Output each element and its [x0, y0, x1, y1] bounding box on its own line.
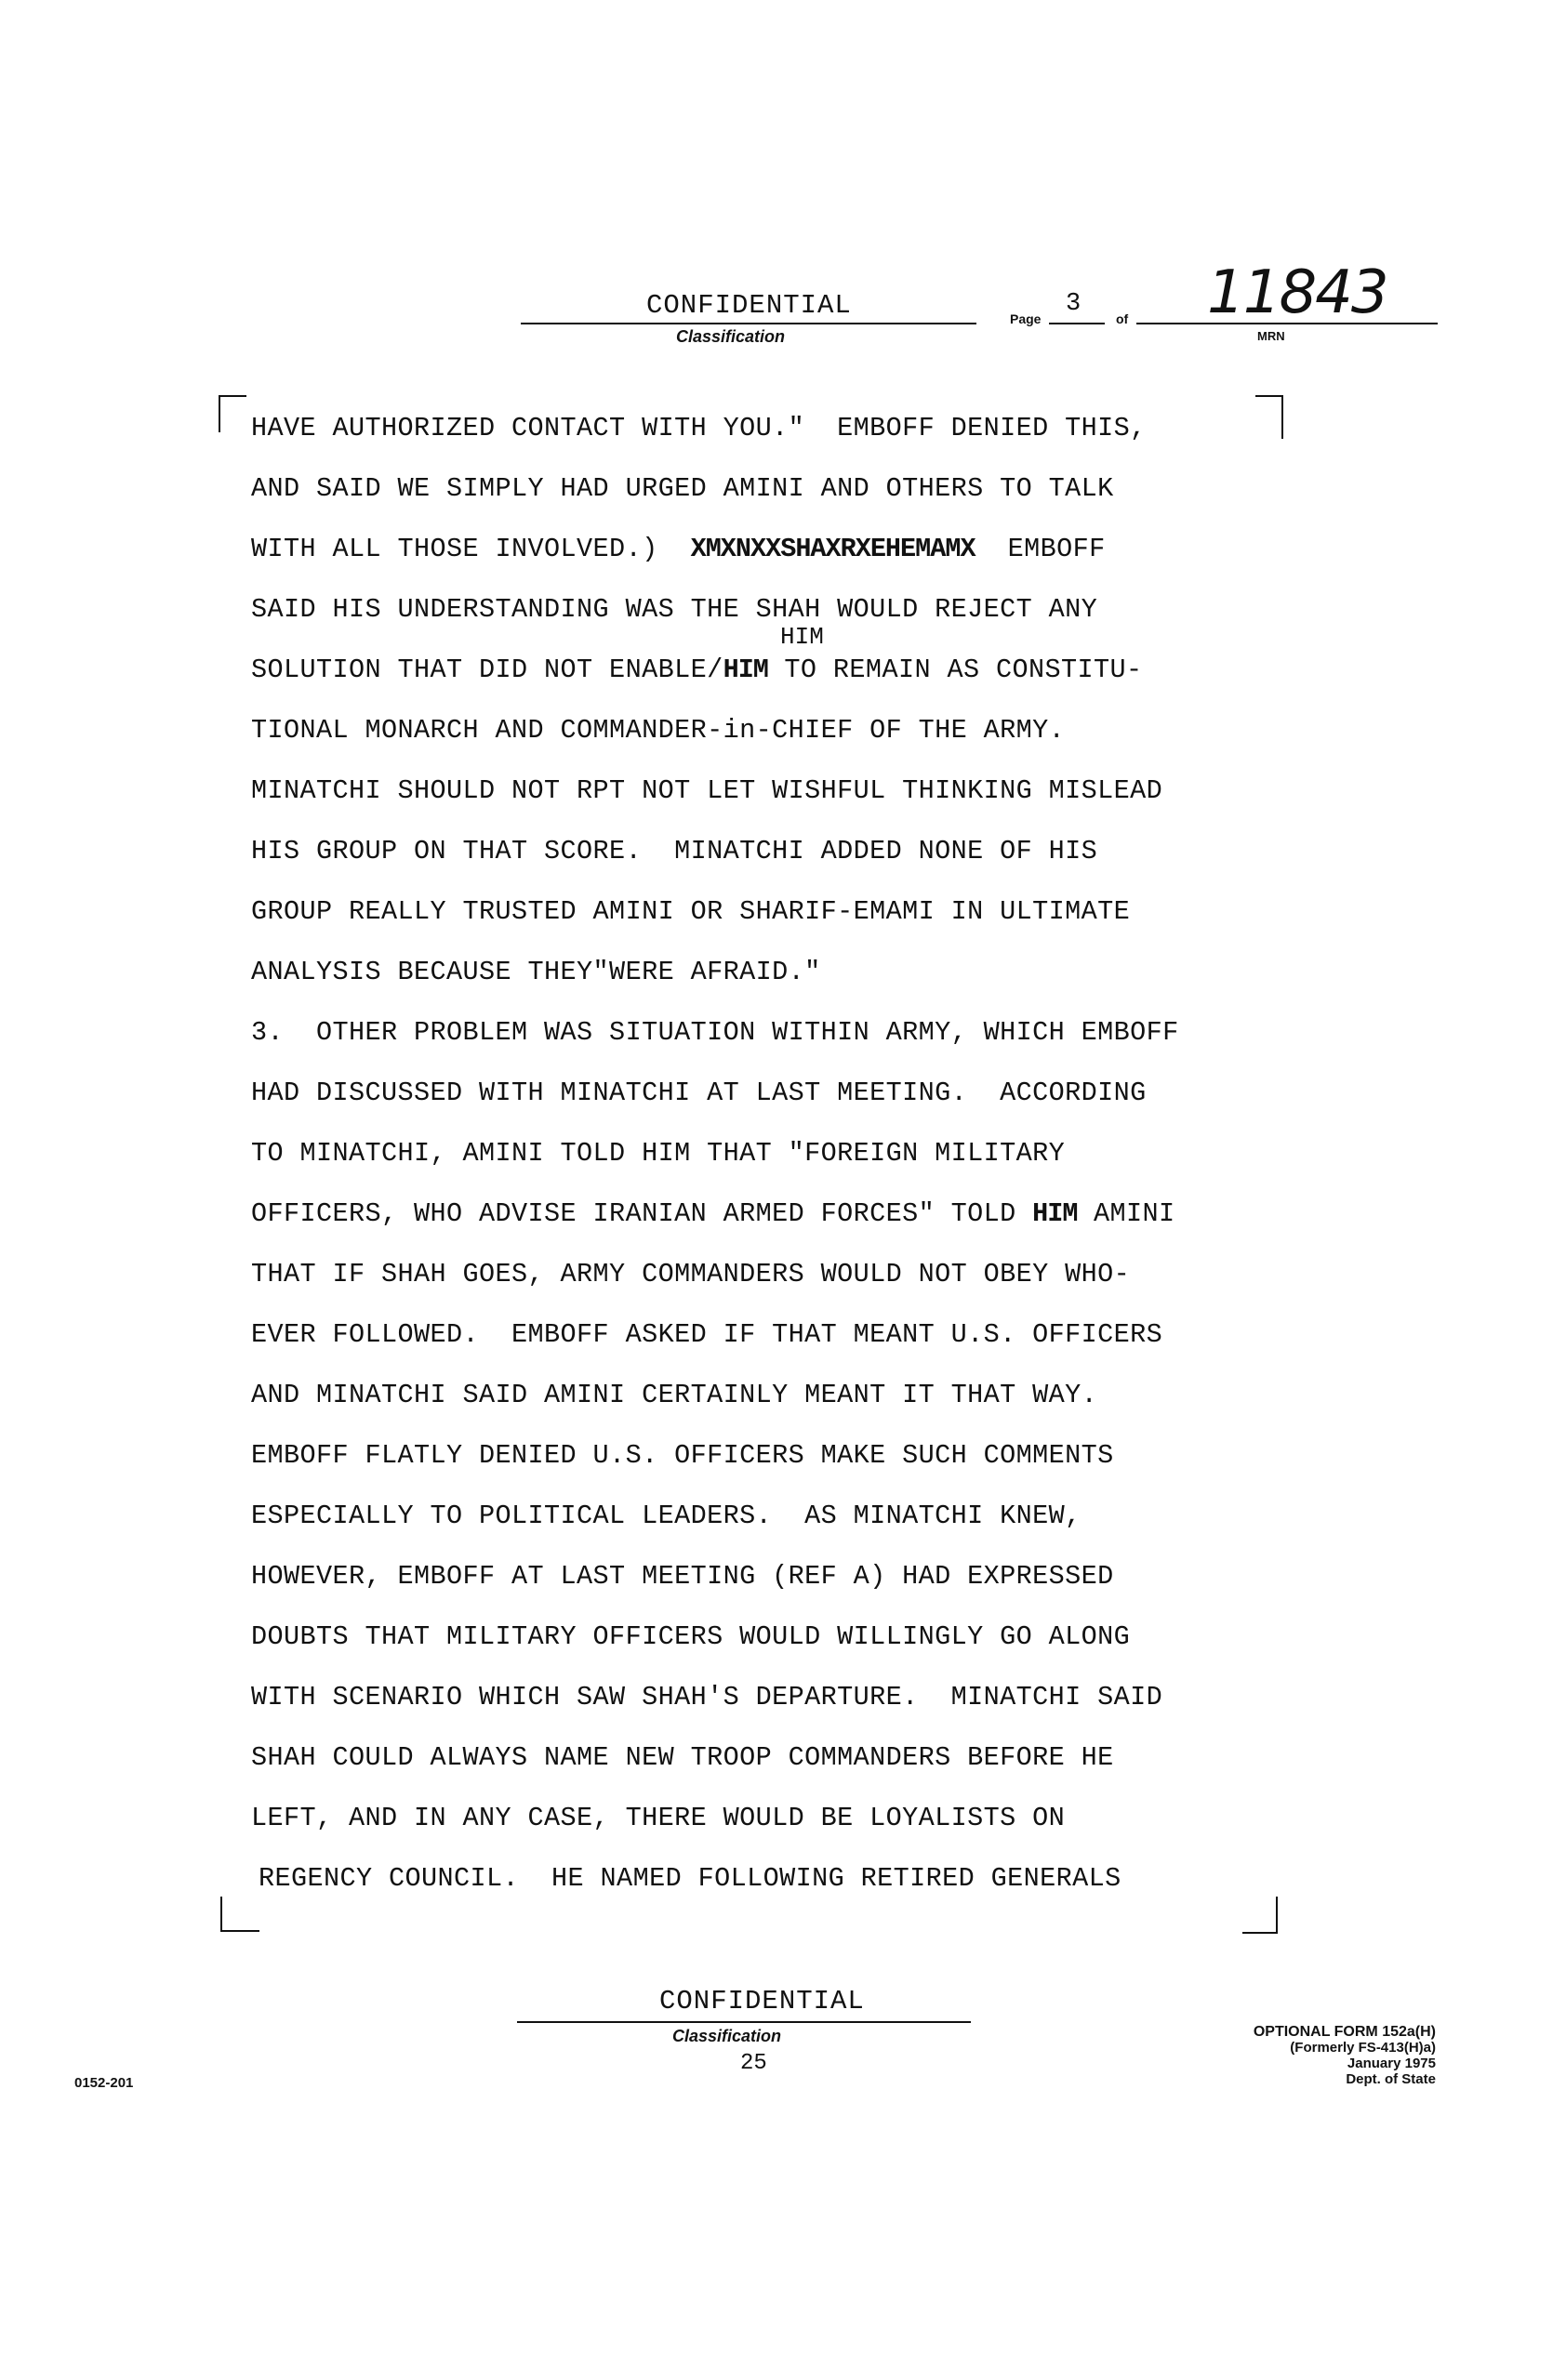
form-line-4: Dept. of State: [1346, 2071, 1436, 2087]
body-line-14-text: OFFICERS, WHO ADVISE IRANIAN ARMED FORCES" TOLD: [251, 1198, 1016, 1229]
page-label: Page: [1010, 311, 1042, 326]
body-line-11: 3. OTHER PROBLEM WAS SITUATION WITHIN ARMY, WHICH EMBOFF: [251, 1017, 1179, 1048]
body-line-12: HAD DISCUSSED WITH MINATCHI AT LAST MEETING. ACCORDING: [251, 1078, 1147, 1108]
body-line-1: HAVE AUTHORIZED CONTACT WITH YOU." EMBOFF DENIED THIS,: [251, 413, 1147, 443]
form-line-3: January 1975: [1347, 2056, 1436, 2071]
body-line-22: WITH SCENARIO WHICH SAW SHAH'S DEPARTURE. MINATCHI SAID: [251, 1682, 1163, 1712]
body-line-14-tail: AMINI: [1093, 1198, 1175, 1229]
body-line-5: [251, 654, 1142, 685]
footer-classification-label: Classification: [672, 2027, 782, 2045]
body-line-15: THAT IF SHAH GOES, ARMY COMMANDERS WOULD NOT OBEY WHO-: [251, 1259, 1131, 1289]
header-classification: CONFIDENTIAL: [646, 290, 852, 321]
body-line-5-tail: TO REMAIN AS CONSTITU-: [784, 654, 1143, 685]
body-line-14: [251, 1198, 1175, 1229]
struck-out-text: XMXNXXSHAXRXEHEMAMX: [690, 534, 975, 564]
struck-out-word: HIM: [723, 654, 768, 685]
body-line-6: TIONAL MONARCH AND COMMANDER-in-CHIEF OF THE ARMY.: [251, 715, 1066, 746]
body-line-18: EMBOFF FLATLY DENIED U.S. OFFICERS MAKE SUCH COMMENTS: [251, 1440, 1114, 1471]
typed-insertion-him: HIM: [780, 623, 824, 651]
body-line-3-text: WITH ALL THOSE INVOLVED.): [251, 534, 658, 564]
body-line-21: DOUBTS THAT MILITARY OFFICERS WOULD WILLINGLY GO ALONG: [251, 1621, 1131, 1652]
header-classification-label: Classification: [676, 327, 786, 346]
corner-bracket-bottom-right: [1242, 1897, 1278, 1934]
corner-bracket-bottom-left: [220, 1897, 259, 1932]
body-line-23: SHAH COULD ALWAYS NAME NEW TROOP COMMANDERS BEFORE HE: [251, 1742, 1114, 1773]
optional-form-block: [1254, 2024, 1436, 2087]
mrn-label: MRN: [1257, 329, 1285, 343]
body-line-17: AND MINATCHI SAID AMINI CERTAINLY MEANT IT THAT WAY.: [251, 1380, 1098, 1410]
page-number-rule: [1049, 323, 1105, 324]
footer-classification-rule: [517, 2021, 971, 2023]
body-line-20: HOWEVER, EMBOFF AT LAST MEETING (REF A) HAD EXPRESSED: [251, 1561, 1114, 1592]
header-classification-rule: [521, 323, 976, 324]
page-number: 3: [1066, 290, 1082, 318]
body-line-7: MINATCHI SHOULD NOT RPT NOT LET WISHFUL THINKING MISLEAD: [251, 775, 1163, 806]
corner-bracket-top-left: [219, 395, 246, 432]
form-line-2: (Formerly FS-413(H)a): [1290, 2040, 1436, 2056]
footer-page-number: 25: [740, 2051, 767, 2076]
form-code-left: 0152-201: [74, 2075, 134, 2091]
body-line-9: GROUP REALLY TRUSTED AMINI OR SHARIF-EMAMI IN ULTIMATE: [251, 896, 1131, 927]
body-line-3-tail: EMBOFF: [1007, 534, 1106, 564]
body-line-4: SAID HIS UNDERSTANDING WAS THE SHAH WOULD REJECT ANY: [251, 594, 1098, 625]
body-line-5-text: SOLUTION THAT DID NOT ENABLE/: [251, 654, 723, 685]
footer-classification: CONFIDENTIAL: [659, 1986, 865, 2016]
body-line-16: EVER FOLLOWED. EMBOFF ASKED IF THAT MEANT U.S. OFFICERS: [251, 1319, 1163, 1350]
body-line-3: [251, 534, 1106, 564]
body-line-24: LEFT, AND IN ANY CASE, THERE WOULD BE LOYALISTS ON: [251, 1803, 1066, 1833]
body-line-25: REGENCY COUNCIL. HE NAMED FOLLOWING RETIRED GENERALS: [259, 1863, 1121, 1894]
body-line-19: ESPECIALLY TO POLITICAL LEADERS. AS MINATCHI KNEW,: [251, 1501, 1082, 1531]
mrn-number-handwritten: 11843: [1207, 258, 1387, 327]
corner-bracket-top-right: [1255, 395, 1283, 439]
struck-out-word-2: HIM: [1032, 1198, 1078, 1229]
of-label: of: [1116, 311, 1129, 326]
body-line-2: AND SAID WE SIMPLY HAD URGED AMINI AND OTHERS TO TALK: [251, 473, 1114, 504]
form-line-1: OPTIONAL FORM 152a(H): [1253, 2024, 1436, 2040]
body-line-13: TO MINATCHI, AMINI TOLD HIM THAT "FOREIGN MILITARY: [251, 1138, 1066, 1169]
body-line-10: ANALYSIS BECAUSE THEY"WERE AFRAID.": [251, 957, 821, 987]
body-line-8: HIS GROUP ON THAT SCORE. MINATCHI ADDED NONE OF HIS: [251, 836, 1098, 866]
